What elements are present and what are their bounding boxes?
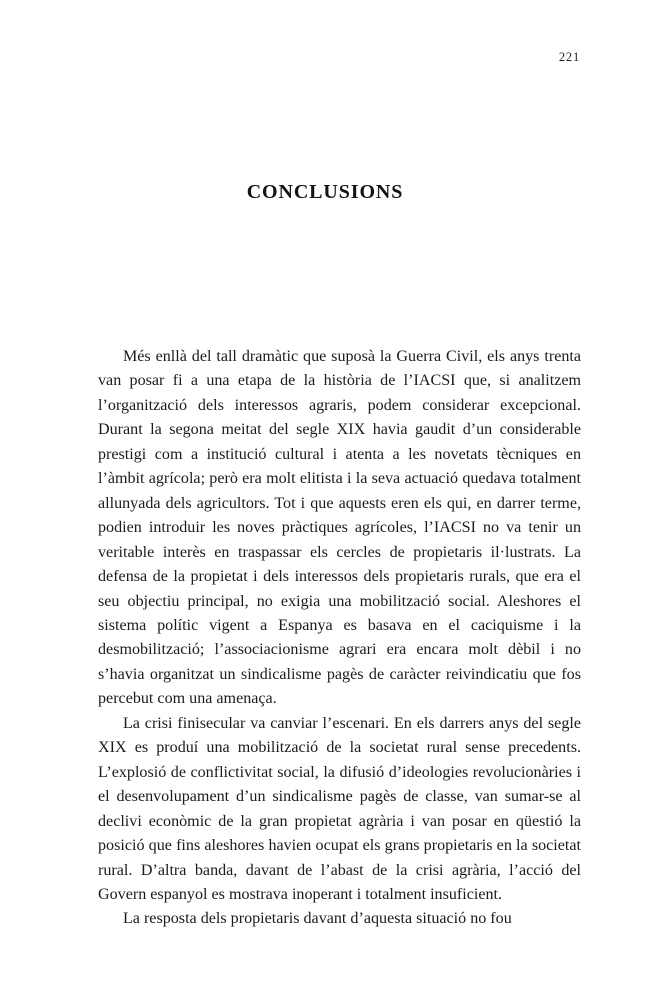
page-title: CONCLUSIONS	[246, 181, 404, 204]
paragraph: La crisi finisecular va canviar l’escenari. En els darrers anys del segle XIX es produí una mobilització de la societat rural sense precedents. L’explosió de conflictivitat social, la difusió d’ideologies revolucionàries i el desenvolupament d’un sindicalisme pagès de classe, van sumar-se al declivi econòmic de la gran propietat agrària i van posar en qüestió la posició que fins aleshores havien ocupat els grans propietaris en la societat rural. D’altra banda, davant de l’abast de la crisi agrària, l’acció del Govern espanyol es mostrava inoperant i totalment insuficient.	[98, 714, 581, 903]
page-number: 221	[558, 50, 580, 64]
body-text-block	[98, 345, 581, 932]
paragraph: Més enllà del tall dramàtic que suposà la Guerra Civil, els anys trenta van posar fi a una etapa de la història de l’IACSI que, si analitzem l’organització dels interessos agraris, podem considerar excepcional. Durant la segona meitat del segle XIX havia gaudit d’un considerable prestigi com a institució cultural i atenta a les novetats tècniques en l’àmbit agrícola; però era molt elitista i la seva actuació quedava totalment allunyada dels agricultors. Tot i que aquests eren els qui, en darrer terme, podien introduir les noves pràctiques agrícoles, l’IACSI no va tenir un veritable interès en traspassar els cercles de propietaris il·lustrats. La defensa de la propietat i dels interessos dels propietaris rurals, que era el seu objectiu principal, no exigia una mobilització social. Aleshores el sistema polític vigent a Espanya es basava en el caciquisme i la desmobilització; l’associacionisme agrari era encara molt dèbil i no s’havia organitzat un sindicalisme pagès de caràcter reivindicatiu que fos percebut com una amenaça.	[98, 348, 581, 708]
paragraph: La resposta dels propietaris davant d’aquesta situació no fou	[122, 910, 512, 928]
